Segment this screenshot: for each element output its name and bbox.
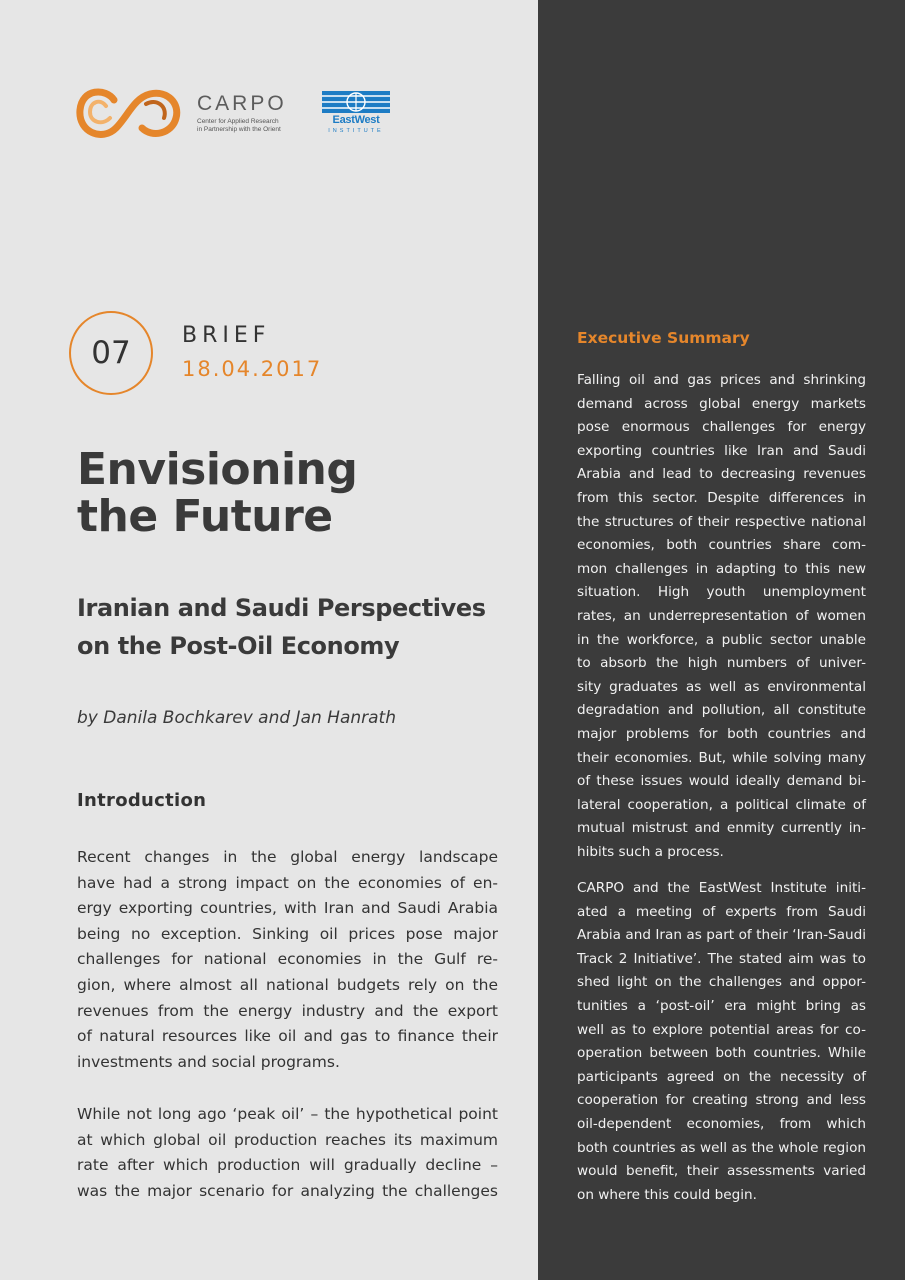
text-line: on where this could begin. <box>577 1186 757 1203</box>
text-line: CARPO and the EastWest Institute initi- <box>577 880 866 896</box>
text-line: revenues from the energy industry and the export <box>77 1001 498 1020</box>
text-line: have had a strong impact on the economies of en- <box>77 873 498 892</box>
text-line: mutual mistrust and enmity currently in- <box>577 820 866 837</box>
text-line: economies, both countries share com- <box>577 537 866 554</box>
executive-summary-paragraph-1 <box>577 369 866 864</box>
text-line: situation. High youth unemployment <box>577 584 866 601</box>
text-line: While not long ago ‘peak oil’ – the hypothetical point <box>77 1105 498 1123</box>
text-line: of natural resources like oil and gas to finance their <box>77 1027 498 1046</box>
text-line: exporting countries like Iran and Saudi <box>577 442 866 459</box>
text-line: Recent changes in the global energy landscape <box>77 848 498 866</box>
brief-date: 18.04.2017 <box>182 357 323 381</box>
text-line: at which global oil production reaches its maximum <box>77 1130 498 1149</box>
text-line: lateral cooperation, a political climate of <box>577 796 866 813</box>
page-title: Envisioning the Future <box>77 444 358 542</box>
text-line: major problems for both countries and <box>577 725 866 742</box>
text-line: ated a meeting of experts from Saudi <box>577 903 866 920</box>
text-line: investments and social programs. <box>77 1052 340 1071</box>
text-line: pose enormous challenges for energy <box>577 419 866 436</box>
text-line: cooperation for creating strong and less <box>577 1092 866 1109</box>
introduction-heading: Introduction <box>77 790 207 811</box>
text-line: to absorb the high numbers of univer- <box>577 655 866 672</box>
text-line: tunities a ‘post-oil’ era might bring as <box>577 997 866 1014</box>
text-line: Arabia and lead to decreasing revenues <box>577 466 866 483</box>
carpo-wordmark: CARPO <box>197 92 287 115</box>
text-line: mon challenges in adapting to this new <box>577 560 866 577</box>
text-line: would benefit, their assessments varied <box>577 1163 866 1180</box>
text-line: ergy exporting countries, with Iran and Saudi Arabia <box>77 899 498 918</box>
carpo-logo-icon <box>76 84 184 142</box>
text-line: well as to explore potential areas for co- <box>577 1021 866 1038</box>
carpo-tagline: Center for Applied Research in Partnership with the Orient <box>197 118 281 133</box>
brief-number-badge: 07 <box>69 311 153 395</box>
text-line: being no exception. Sinking oil prices pose major <box>77 924 498 943</box>
text-line: shed light on the challenges and oppor- <box>577 974 866 991</box>
text-line: was the major scenario for analyzing the challenges <box>77 1181 498 1200</box>
executive-summary-heading: Executive Summary <box>577 329 750 347</box>
text-line: operation between both countries. While <box>577 1045 866 1062</box>
text-line: Track 2 Initiative’. The stated aim was to <box>577 950 866 967</box>
text-line: challenges for national economies in the Gulf re- <box>77 950 498 969</box>
text-line: demand across global energy markets <box>577 395 866 412</box>
introduction-paragraph-1 <box>77 845 498 1075</box>
text-line: in the workforce, a public sector unable <box>577 631 866 648</box>
text-line: Falling oil and gas prices and shrinking <box>577 372 866 388</box>
introduction-paragraph-2 <box>77 1102 498 1204</box>
eastwest-globe-icon <box>322 91 390 113</box>
text-line: gion, where almost all national budgets rely on the <box>77 975 498 994</box>
text-line: sity graduates as well as environmental <box>577 678 866 695</box>
brief-label: BRIEF <box>182 323 271 348</box>
text-line: the structures of their respective national <box>577 513 866 530</box>
text-line: from this sector. Despite differences in <box>577 489 866 506</box>
text-line: their economies. But, while solving many <box>577 749 866 766</box>
page-subtitle: Iranian and Saudi Perspectives on the Post-Oil Economy <box>77 594 486 660</box>
text-line: both countries as well as the whole region <box>577 1139 866 1156</box>
text-line: oil-dependent economies, from which <box>577 1115 866 1132</box>
text-line: hibits such a process. <box>577 843 724 860</box>
eastwest-subtitle: INSTITUTE <box>328 128 384 134</box>
text-line: participants agreed on the necessity of <box>577 1068 866 1085</box>
executive-summary-paragraph-2 <box>577 877 866 1207</box>
authors-byline: by Danila Bochkarev and Jan Hanrath <box>77 708 396 728</box>
text-line: rates, an underrepresentation of women <box>577 607 866 624</box>
text-line: degradation and pollution, all constitute <box>577 702 866 719</box>
eastwest-wordmark: EastWest <box>332 114 380 126</box>
text-line: rate after which production will gradually decline – <box>77 1156 498 1175</box>
text-line: Arabia and Iran as part of their ‘Iran-Saudi <box>577 927 866 944</box>
text-line: of these issues would ideally demand bi- <box>577 773 866 790</box>
